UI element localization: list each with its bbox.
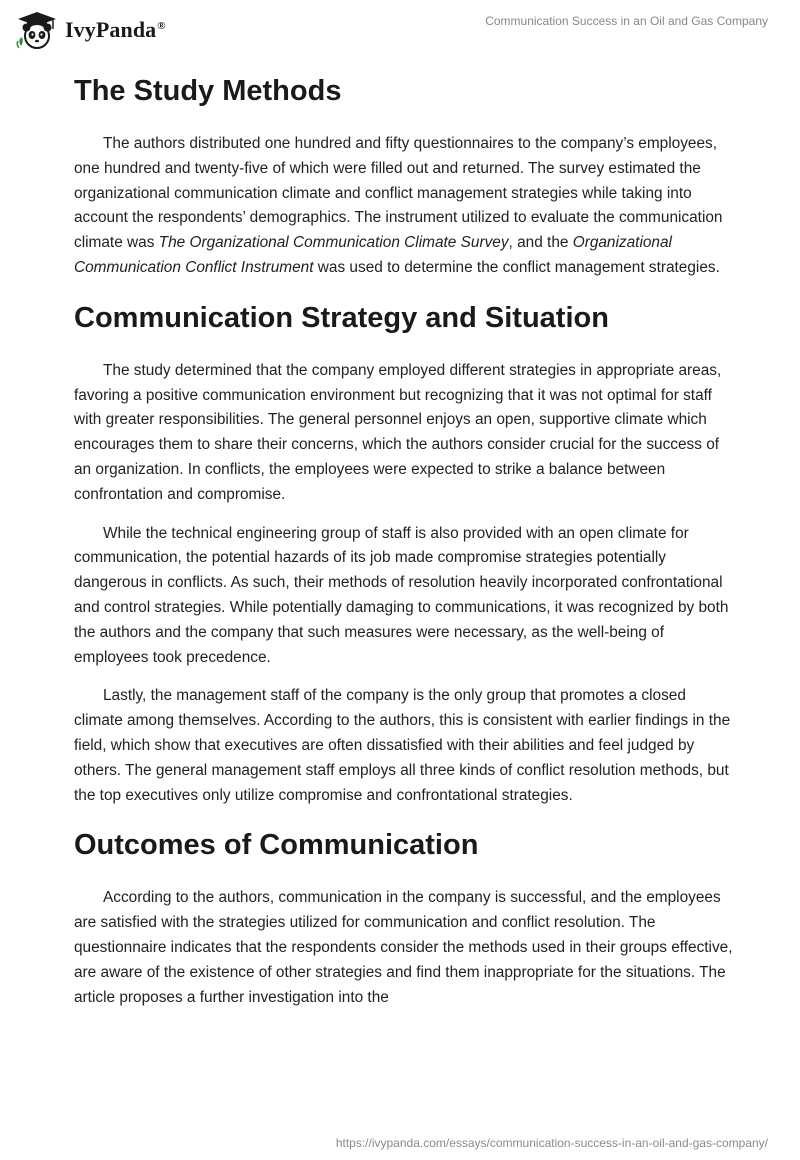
survey-title-italic: The Organizational Communication Climate Survey — [158, 234, 509, 252]
section-heading: Communication Strategy and Situation — [74, 301, 609, 334]
paragraph-text: , and the — [508, 234, 573, 252]
logo-text: IvyPanda — [65, 17, 157, 42]
section-outcomes — [74, 826, 734, 1010]
paragraph: While the technical engineering group of staff is also provided with an open climate for communication, the potential hazards of its job made compromise strategies potentially dangerous in conflicts. As such, their methods of resolution heavily incorporated confrontational and control strategies. While potentially damaging to communications, it was recognized by both the authors and the company that such measures were necessary, as the well-being of employees took precedence. — [74, 524, 729, 666]
paragraph-text: The authors distributed one hundred and fifty questionnaires to the company’s employees, one hundred and twenty-five of which were filled out and returned. The survey estimated the organizational communication climate and conflict management strategies while taking into account the respondents’ demographics. The instrument utilized to evaluate the communication climate was — [74, 135, 723, 252]
registered-mark: ® — [157, 19, 166, 32]
paragraph: According to the authors, communication in the company is successful, and the employees are satisfied with the strategies utilized for communication and conflict resolution. The questionnaire indicates that the respondents consider the methods used in their groups effective, are aware of the existence of other strategies and find them inappropriate for the situations. The article proposes a further investigation into the — [74, 889, 733, 1006]
source-url-link[interactable]: https://ivypanda.com/essays/communication-success-in-an-oil-and-gas-company/ — [335, 1136, 768, 1150]
section-heading: Outcomes of Communication — [74, 829, 479, 862]
logo-wordmark — [65, 17, 166, 43]
instrument-title-italic: Organizational Communication Conflict Instrument — [74, 234, 672, 276]
paragraph-text: was used to determine the conflict management strategies. — [313, 258, 720, 276]
panda-graduate-icon — [15, 10, 59, 50]
section-study-methods — [74, 72, 734, 281]
document-title: Communication Success in an Oil and Gas Company — [485, 14, 768, 28]
paragraph — [74, 132, 734, 281]
essay-content — [74, 72, 734, 1024]
paragraph: The study determined that the company employed different strategies in appropriate areas, favoring a positive communication environment but recognizing that it was not optimal for staff with greater responsibilities. The general personnel enjoys an open, supportive climate which encourages them to share their concerns, which the authors consider crucial for the success of an organization. In conflicts, the employees were expected to strike a balance between confrontation and compromise. — [74, 361, 722, 503]
page-header — [0, 0, 800, 60]
section-communication-strategy — [74, 299, 734, 809]
paragraph: Lastly, the management staff of the company is the only group that promotes a closed climate among themselves. According to the authors, this is consistent with earlier findings in the field, which show that executives are often dissatisfied with their abilities and feel judged by others. The general management staff employs all three kinds of conflict resolution methods, but the top executives only utilize compromise and confrontational strategies. — [74, 687, 731, 804]
section-heading: The Study Methods — [74, 75, 342, 107]
ivypanda-logo[interactable] — [15, 9, 166, 51]
